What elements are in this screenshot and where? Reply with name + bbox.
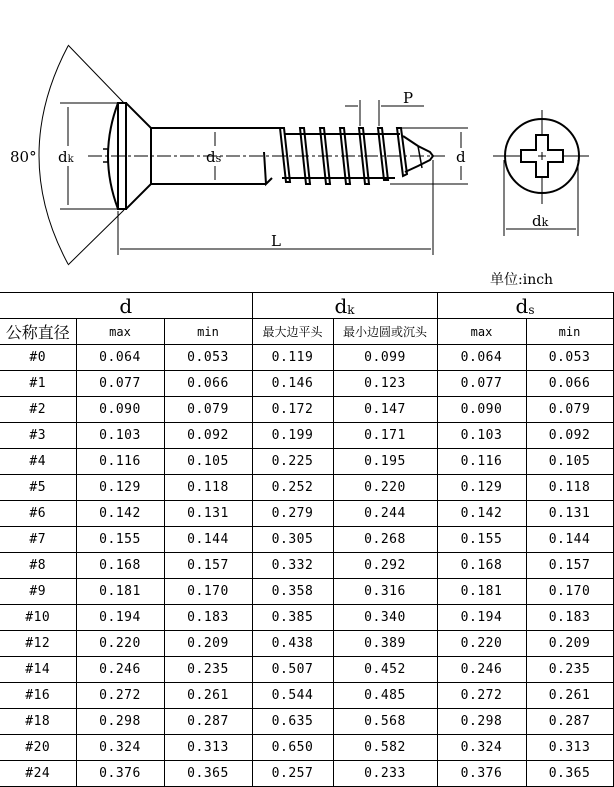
top-view-diameter-label: dk: [532, 212, 549, 230]
cell-ds-min: 0.066: [526, 371, 613, 397]
cell-nominal-size: #14: [0, 657, 76, 683]
cell-d-max: 0.181: [76, 579, 164, 605]
cell-dk-min-round: 0.171: [333, 423, 437, 449]
cell-ds-min: 0.053: [526, 345, 613, 371]
angle-dimension: [39, 45, 124, 265]
cell-d-max: 0.246: [76, 657, 164, 683]
header-dk-max-flat: 最大边平头: [252, 319, 333, 345]
cell-ds-min: 0.144: [526, 527, 613, 553]
cell-ds-max: 0.077: [437, 371, 526, 397]
cell-nominal-size: #7: [0, 527, 76, 553]
cell-dk-max-flat: 0.146: [252, 371, 333, 397]
thread-diameter-label: d: [456, 148, 466, 166]
table-row: [0, 527, 613, 553]
table-row: [0, 397, 613, 423]
cell-nominal-size: #4: [0, 449, 76, 475]
table-row: [0, 709, 613, 735]
shank-diameter-label: ds: [206, 148, 222, 166]
cell-d-min: 0.144: [164, 527, 252, 553]
cell-ds-max: 0.155: [437, 527, 526, 553]
cell-dk-min-round: 0.147: [333, 397, 437, 423]
cell-nominal-size: #10: [0, 605, 76, 631]
table-row: [0, 553, 613, 579]
table-row: [0, 475, 613, 501]
cell-nominal-size: #1: [0, 371, 76, 397]
table-row: [0, 501, 613, 527]
cell-dk-min-round: 0.452: [333, 657, 437, 683]
screw-spec-table: [0, 292, 614, 787]
header-d-max: max: [76, 319, 164, 345]
cell-nominal-size: #5: [0, 475, 76, 501]
cell-ds-min: 0.183: [526, 605, 613, 631]
cell-dk-max-flat: 0.332: [252, 553, 333, 579]
cell-dk-min-round: 0.568: [333, 709, 437, 735]
pitch-label: P: [403, 89, 414, 107]
cell-dk-min-round: 0.316: [333, 579, 437, 605]
cell-dk-min-round: 0.485: [333, 683, 437, 709]
cell-ds-max: 0.064: [437, 345, 526, 371]
cell-ds-max: 0.220: [437, 631, 526, 657]
cell-dk-min-round: 0.220: [333, 475, 437, 501]
cell-ds-min: 0.157: [526, 553, 613, 579]
cell-ds-max: 0.168: [437, 553, 526, 579]
cell-dk-max-flat: 0.225: [252, 449, 333, 475]
cell-dk-max-flat: 0.358: [252, 579, 333, 605]
table-row: [0, 631, 613, 657]
cell-dk-min-round: 0.244: [333, 501, 437, 527]
cell-ds-min: 0.105: [526, 449, 613, 475]
cell-ds-min: 0.170: [526, 579, 613, 605]
cell-d-min: 0.313: [164, 735, 252, 761]
cell-d-min: 0.053: [164, 345, 252, 371]
cell-ds-min: 0.365: [526, 761, 613, 787]
cell-dk-min-round: 0.195: [333, 449, 437, 475]
cell-dk-max-flat: 0.507: [252, 657, 333, 683]
cell-d-max: 0.194: [76, 605, 164, 631]
cell-ds-min: 0.118: [526, 475, 613, 501]
cell-ds-min: 0.261: [526, 683, 613, 709]
table-row: [0, 579, 613, 605]
table-row: [0, 345, 613, 371]
cell-dk-max-flat: 0.252: [252, 475, 333, 501]
header-ds-max: max: [437, 319, 526, 345]
cell-d-min: 0.209: [164, 631, 252, 657]
length-label: L: [271, 232, 281, 250]
cell-dk-max-flat: 0.119: [252, 345, 333, 371]
cell-nominal-size: #16: [0, 683, 76, 709]
cell-ds-max: 0.142: [437, 501, 526, 527]
cell-nominal-size: #18: [0, 709, 76, 735]
table-row: [0, 761, 613, 787]
cell-d-max: 0.090: [76, 397, 164, 423]
cell-dk-max-flat: 0.172: [252, 397, 333, 423]
cell-d-min: 0.365: [164, 761, 252, 787]
header-nominal-diameter: 公称直径: [0, 319, 76, 345]
table-row: [0, 449, 613, 475]
cell-nominal-size: #8: [0, 553, 76, 579]
cell-ds-max: 0.103: [437, 423, 526, 449]
table-row: [0, 657, 613, 683]
cell-nominal-size: #2: [0, 397, 76, 423]
cell-d-min: 0.066: [164, 371, 252, 397]
unit-label: 单位:inch: [490, 272, 554, 288]
cell-ds-min: 0.287: [526, 709, 613, 735]
cell-dk-min-round: 0.292: [333, 553, 437, 579]
cell-d-max: 0.324: [76, 735, 164, 761]
table-row: [0, 683, 613, 709]
cell-d-min: 0.079: [164, 397, 252, 423]
cell-dk-min-round: 0.233: [333, 761, 437, 787]
cell-d-min: 0.261: [164, 683, 252, 709]
cell-ds-max: 0.324: [437, 735, 526, 761]
cell-dk-min-round: 0.582: [333, 735, 437, 761]
cell-d-max: 0.116: [76, 449, 164, 475]
cell-dk-max-flat: 0.544: [252, 683, 333, 709]
cell-dk-max-flat: 0.199: [252, 423, 333, 449]
cell-d-max: 0.103: [76, 423, 164, 449]
cell-d-min: 0.287: [164, 709, 252, 735]
table-row: [0, 735, 613, 761]
cell-nominal-size: #24: [0, 761, 76, 787]
cell-ds-max: 0.181: [437, 579, 526, 605]
cell-nominal-size: #3: [0, 423, 76, 449]
group-header-dk: $d_k$: [252, 293, 437, 319]
cell-nominal-size: #20: [0, 735, 76, 761]
cell-d-max: 0.220: [76, 631, 164, 657]
cell-dk-min-round: 0.099: [333, 345, 437, 371]
head-diameter-label: dk: [58, 148, 74, 166]
cell-ds-max: 0.246: [437, 657, 526, 683]
group-header-d: d: [0, 293, 252, 319]
cell-d-max: 0.298: [76, 709, 164, 735]
cell-dk-min-round: 0.123: [333, 371, 437, 397]
cell-ds-max: 0.116: [437, 449, 526, 475]
cell-ds-min: 0.079: [526, 397, 613, 423]
cell-d-max: 0.064: [76, 345, 164, 371]
cell-ds-max: 0.090: [437, 397, 526, 423]
cell-dk-max-flat: 0.279: [252, 501, 333, 527]
cell-ds-min: 0.313: [526, 735, 613, 761]
cell-dk-max-flat: 0.257: [252, 761, 333, 787]
cell-ds-max: 0.194: [437, 605, 526, 631]
angle-label: 80°: [10, 148, 37, 166]
cell-d-max: 0.155: [76, 527, 164, 553]
group-header-ds: $d_s$: [437, 293, 613, 319]
cell-d-max: 0.129: [76, 475, 164, 501]
cell-nominal-size: #9: [0, 579, 76, 605]
header-ds-min: min: [526, 319, 613, 345]
cell-d-max: 0.077: [76, 371, 164, 397]
cell-ds-min: 0.209: [526, 631, 613, 657]
cell-ds-max: 0.298: [437, 709, 526, 735]
cell-d-max: 0.272: [76, 683, 164, 709]
cell-ds-min: 0.131: [526, 501, 613, 527]
cell-dk-max-flat: 0.385: [252, 605, 333, 631]
cell-d-min: 0.105: [164, 449, 252, 475]
cell-dk-max-flat: 0.438: [252, 631, 333, 657]
header-d-min: min: [164, 319, 252, 345]
group-header-row: [0, 293, 613, 319]
cell-ds-max: 0.272: [437, 683, 526, 709]
cell-d-min: 0.118: [164, 475, 252, 501]
table-row: [0, 605, 613, 631]
screw-technical-drawing: [0, 0, 614, 270]
sub-header-row: [0, 319, 613, 345]
cell-ds-min: 0.235: [526, 657, 613, 683]
cell-d-min: 0.092: [164, 423, 252, 449]
cell-d-max: 0.376: [76, 761, 164, 787]
cell-d-min: 0.170: [164, 579, 252, 605]
cell-ds-max: 0.376: [437, 761, 526, 787]
cell-dk-max-flat: 0.650: [252, 735, 333, 761]
cell-d-min: 0.235: [164, 657, 252, 683]
cell-dk-min-round: 0.340: [333, 605, 437, 631]
cell-d-min: 0.157: [164, 553, 252, 579]
cell-d-min: 0.183: [164, 605, 252, 631]
table-row: [0, 371, 613, 397]
cell-dk-min-round: 0.268: [333, 527, 437, 553]
cell-d-min: 0.131: [164, 501, 252, 527]
table-row: [0, 423, 613, 449]
cell-ds-min: 0.092: [526, 423, 613, 449]
cell-nominal-size: #12: [0, 631, 76, 657]
cell-nominal-size: #6: [0, 501, 76, 527]
cell-ds-max: 0.129: [437, 475, 526, 501]
cell-d-max: 0.168: [76, 553, 164, 579]
cell-dk-max-flat: 0.305: [252, 527, 333, 553]
header-dk-min-round-countersunk: 最小边圆或沉头: [333, 319, 437, 345]
cell-d-max: 0.142: [76, 501, 164, 527]
cell-dk-max-flat: 0.635: [252, 709, 333, 735]
cell-dk-min-round: 0.389: [333, 631, 437, 657]
cell-nominal-size: #0: [0, 345, 76, 371]
